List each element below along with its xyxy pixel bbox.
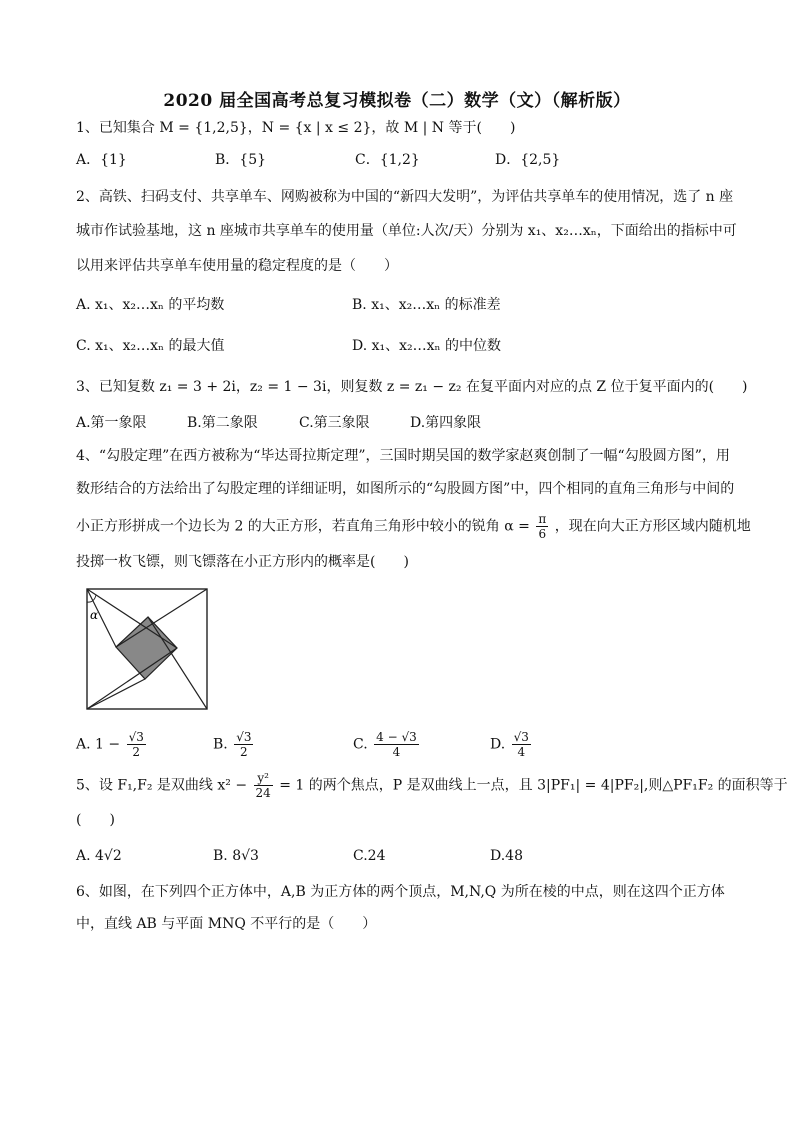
q4-b-den: 2 <box>240 745 248 759</box>
q4-option-d-prefix: D. <box>490 736 506 753</box>
question-2-line-3: 以用来评估共享单车使用量的稳定程度的是（ ） <box>76 258 398 274</box>
question-6-line-1: 6、如图，在下列四个正方体中，A,B 为正方体的两个顶点，M,N,Q 为所在棱的中点，则在这四个正方体 <box>76 884 725 900</box>
q1-option-c: C．{1,2} <box>355 152 420 168</box>
q5-prefix: 5、设 F₁,F₂ 是双曲线 x² − <box>76 777 248 794</box>
page-title: 2020 届全国高考总复习模拟卷（二）数学（文）（解析版） <box>163 91 631 111</box>
question-5-line-2: ( ) <box>76 812 115 828</box>
q4-option-d <box>490 730 533 759</box>
question-2-line-2: 城市作试验基地，这 n 座城市共享单车的使用量（单位:人次/天）分别为 x₁、x₂…xₙ，下面给出的指标中可 <box>76 223 737 239</box>
q4-b-num: √3 <box>236 730 252 744</box>
q4-option-c-prefix: C. <box>353 736 368 753</box>
q4-a-num: √3 <box>128 730 144 744</box>
q4-option-d-fraction <box>512 730 531 759</box>
q2-option-c: C. x₁、x₂…xₙ 的最大值 <box>76 338 225 354</box>
question-2-line-1: 2、高铁、扫码支付、共享单车、网购被称为中国的“新四大发明”，为评估共享单车的使用情况，选了 n 座 <box>76 189 734 205</box>
q3-option-a: A.第一象限 <box>76 415 147 431</box>
q5-option-a: A. 4√2 <box>76 848 122 864</box>
q3-option-c: C.第三象限 <box>299 415 370 431</box>
q5-fraction <box>254 771 273 800</box>
question-1-stem: 1、已知集合 M = {1,2,5}，N = {x | x ≤ 2}，故 M | N 等于( ) <box>76 120 516 136</box>
pythagorean-square-figure <box>86 588 208 710</box>
q5-option-d: D.48 <box>490 848 523 864</box>
q4-option-c-fraction <box>374 730 419 759</box>
q5-num: y² <box>254 771 273 786</box>
q5-option-b: B. 8√3 <box>213 848 259 864</box>
q4-option-a <box>76 730 148 759</box>
q2-option-d: D. x₁、x₂…xₙ 的中位数 <box>352 338 502 354</box>
q4-option-b-prefix: B. <box>213 736 228 753</box>
q5-den: 24 <box>255 786 271 800</box>
q4-a-den: 2 <box>132 745 141 759</box>
q1-option-b: B．{5} <box>215 152 267 168</box>
q4-option-b-fraction <box>234 730 253 759</box>
q5-suffix: = 1 的两个焦点，P 是双曲线上一点，且 3|PF₁| = 4|PF₂|,则△PF₁F₂ 的面积等于 <box>279 777 788 794</box>
q4-option-a-fraction <box>127 730 146 759</box>
question-4-line-4: 投掷一枚飞镖，则飞镖落在小正方形内的概率是( ) <box>76 554 409 570</box>
q4-line3-suffix: ，现在向大正方形区域内随机地 <box>554 518 751 535</box>
q4-line3-prefix: 小正方形拼成一个边长为 2 的大正方形，若直角三角形中较小的锐角 α = <box>76 518 530 535</box>
alpha-fraction <box>536 512 548 541</box>
q1-option-a: A．{1} <box>76 152 127 168</box>
question-6-line-2: 中，直线 AB 与平面 MNQ 不平行的是（ ） <box>76 916 377 932</box>
q4-option-c <box>353 730 421 759</box>
q1-option-d: D．{2,5} <box>495 152 561 168</box>
question-4-line-1: 4、“勾股定理”在西方被称为“毕达哥拉斯定理”，三国时期吴国的数学家赵爽创制了一幅“勾股圆方图”，用 <box>76 448 730 464</box>
alpha-numerator: π <box>538 512 547 526</box>
q2-option-b: B. x₁、x₂…xₙ 的标准差 <box>352 297 501 313</box>
q4-c-num: 4 − √3 <box>376 730 417 744</box>
q4-d-num: √3 <box>513 730 529 744</box>
question-4-line-3 <box>76 512 751 541</box>
q3-option-b: B.第二象限 <box>187 415 258 431</box>
q5-option-c: C.24 <box>353 848 386 864</box>
q3-option-d: D.第四象限 <box>410 415 482 431</box>
q4-d-den: 4 <box>517 745 526 759</box>
q4-c-den: 4 <box>392 745 401 759</box>
alpha-denominator: 6 <box>538 527 547 541</box>
question-3-stem: 3、已知复数 z₁ = 3 + 2i，z₂ = 1 − 3i，则复数 z = z₁ − z₂ 在复平面内对应的点 Z 位于复平面内的( ) <box>76 379 748 395</box>
question-5-stem <box>76 771 788 800</box>
alpha-label: α <box>90 608 99 622</box>
q4-option-b <box>213 730 255 759</box>
question-4-line-2: 数形结合的方法给出了勾股定理的详细证明，如图所示的“勾股圆方图”中，四个相同的直角三角形与中间的 <box>76 481 735 497</box>
q2-option-a: A. x₁、x₂…xₙ 的平均数 <box>76 297 225 313</box>
q4-option-a-prefix: A. 1 − <box>76 736 121 753</box>
